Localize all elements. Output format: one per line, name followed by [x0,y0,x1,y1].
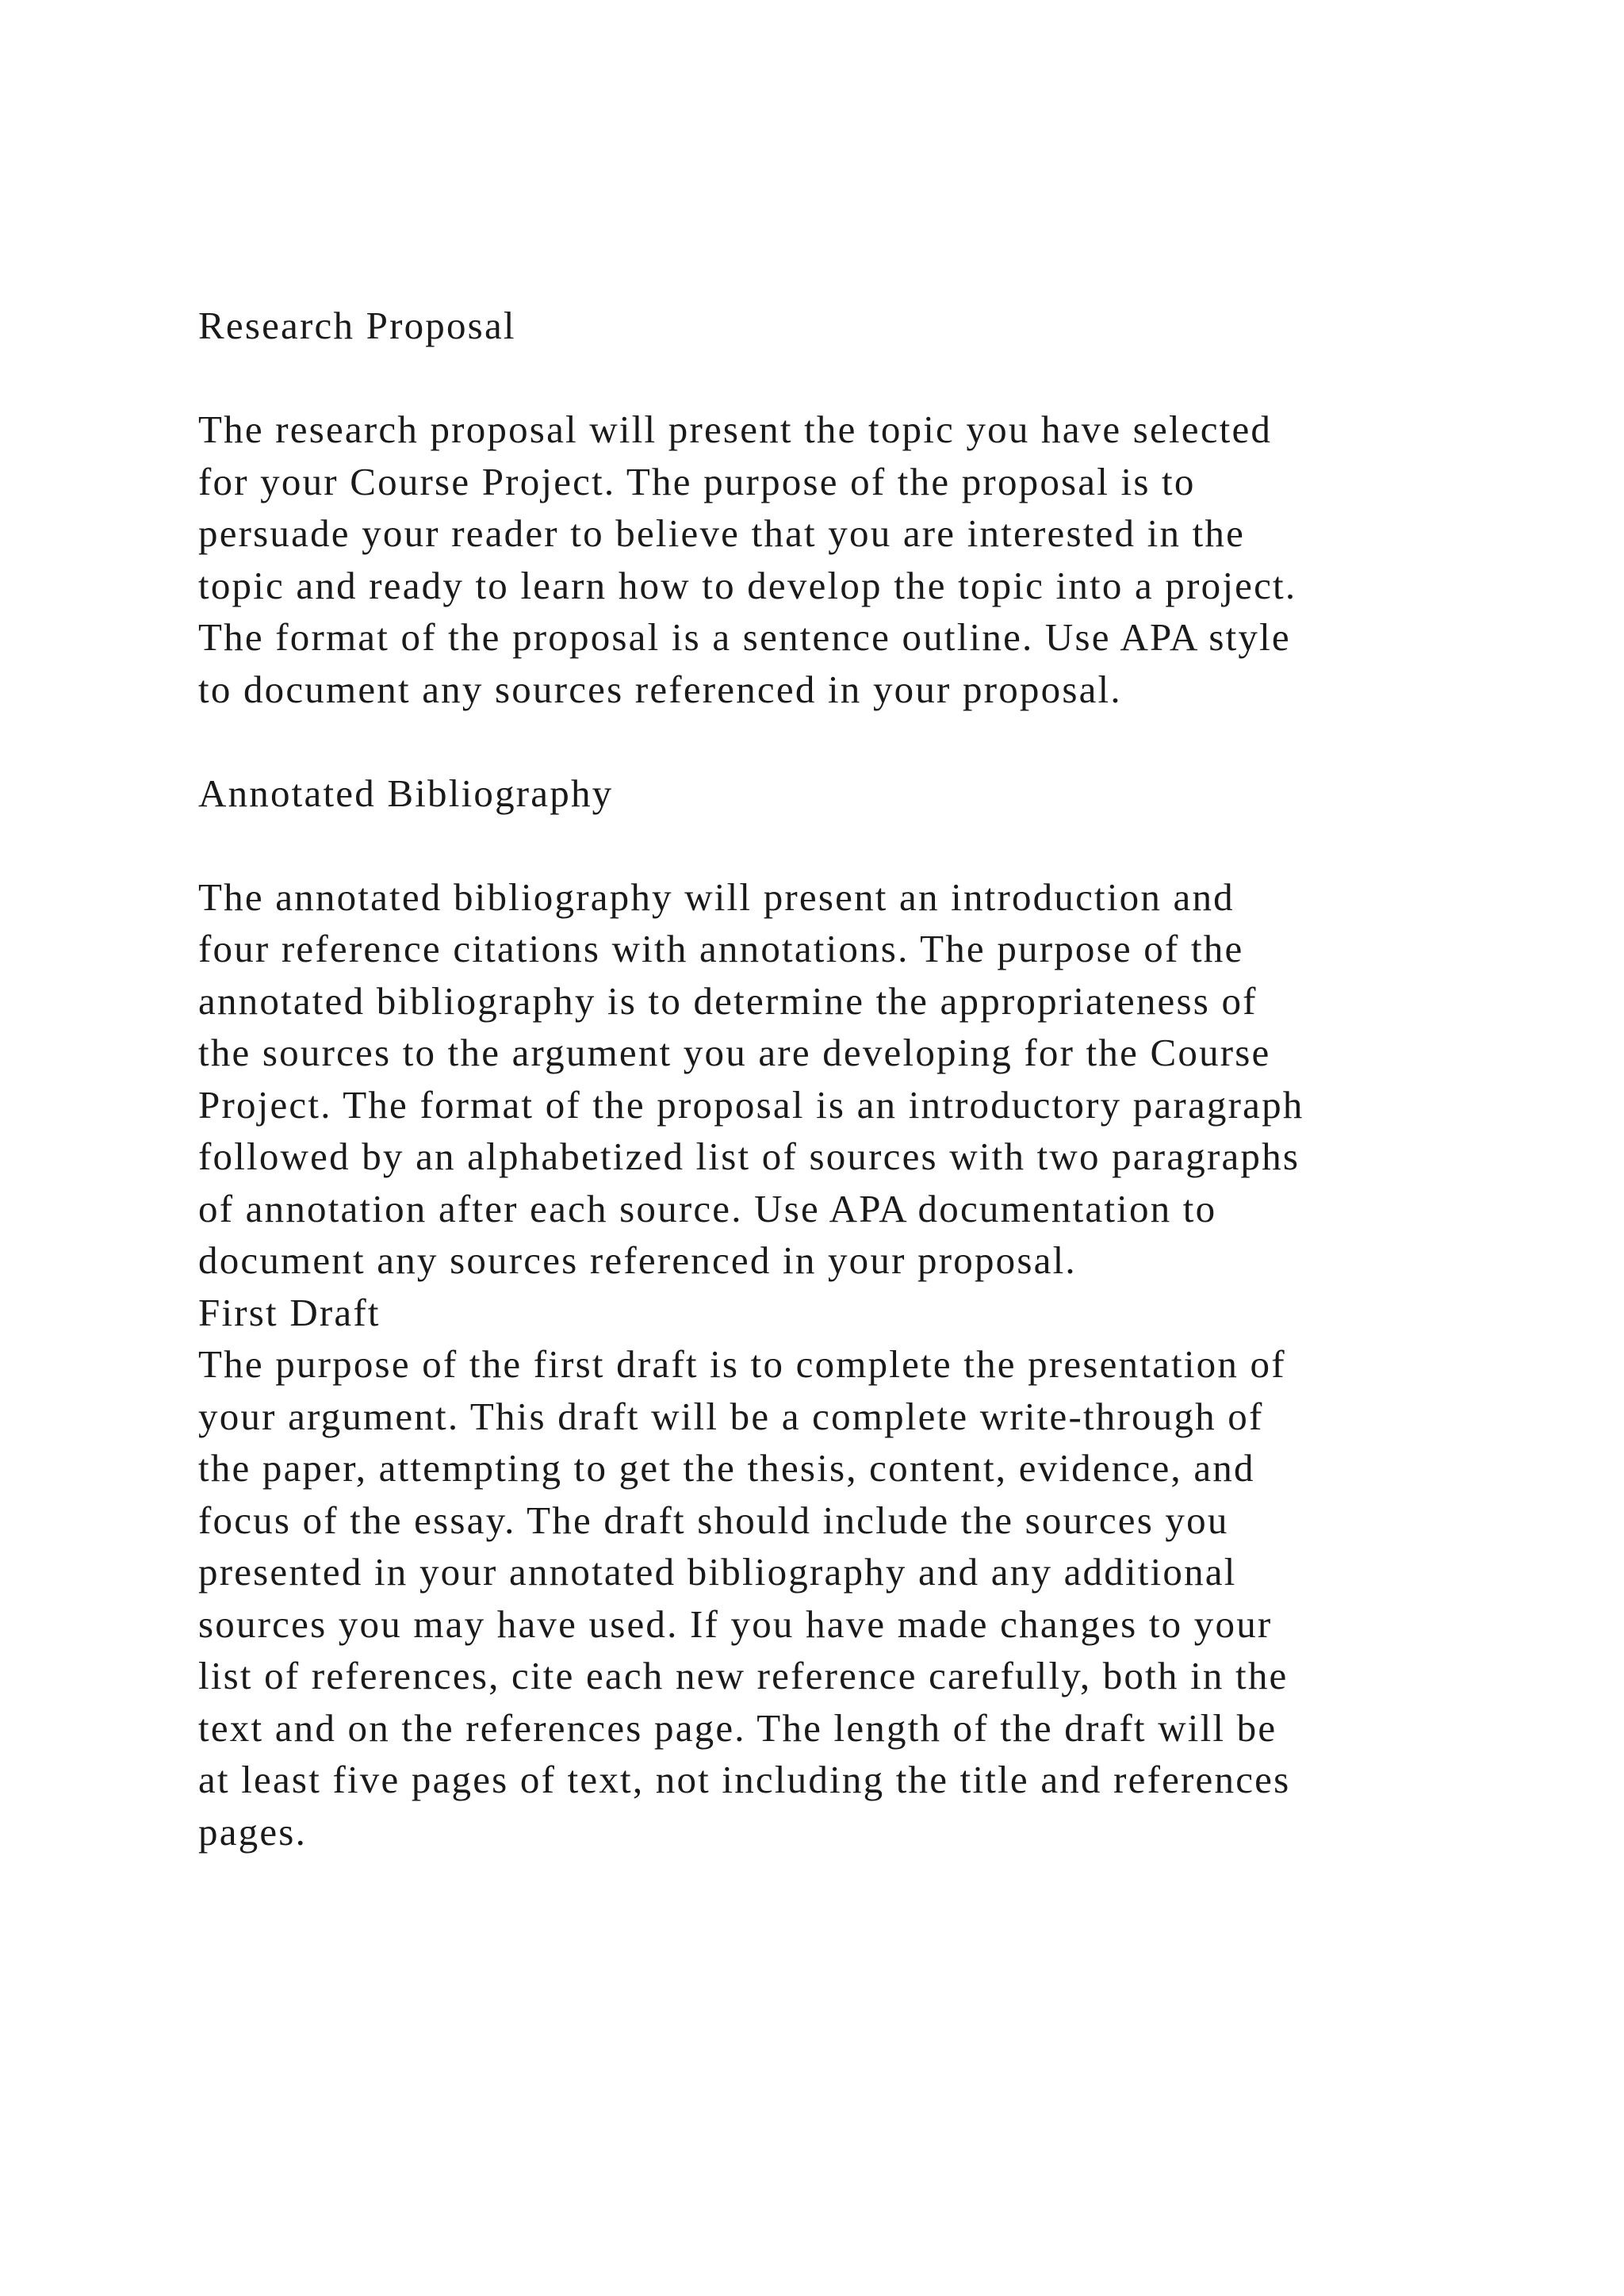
blank-line [198,819,1499,871]
text-line: at least five pages of text, not including the title and references [198,1758,1291,1801]
text-line: four reference citations with annotations. The purpose of the [198,927,1244,970]
blank-line [198,715,1499,767]
text-line: persuade your reader to believe that you are interested in the [198,511,1246,555]
paragraph-first-draft [198,1338,1499,1858]
paragraph-research-proposal [198,404,1499,715]
text-line: sources you may have used. If you have made changes to your [198,1601,1273,1646]
text-line: to document any sources referenced in your proposal. [198,667,1122,711]
text-line: Project. The format of the proposal is an introductory paragraph [198,1082,1304,1127]
text-line: The purpose of the first draft is to complete the presentation of [198,1342,1286,1386]
text-line: of annotation after each source. Use APA documentation to [198,1186,1217,1230]
blank-line [198,352,1499,404]
paragraph-annotated-bibliography [198,871,1499,1287]
text-line: The annotated bibliography will present an introduction and [198,874,1235,919]
section-heading-first-draft: First Draft [198,1290,381,1334]
text-line: pages. [198,1809,308,1854]
text-line: topic and ready to learn how to develop the topic into a project. [198,563,1297,607]
text-line: your argument. This draft will be a complete write-through of [198,1394,1264,1438]
text-line: text and on the references page. The length of the draft will be [198,1705,1277,1750]
text-line: The research proposal will present the topic you have selected [198,408,1273,451]
section-heading-research-proposal: Research Proposal [198,304,516,347]
text-line: annotated bibliography is to determine the appropriateness of [198,978,1258,1023]
text-line: for your Course Project. The purpose of the proposal is to [198,459,1196,503]
text-line: list of references, cite each new reference carefully, both in the [198,1654,1289,1697]
text-line: presented in your annotated bibliography and any additional [198,1550,1237,1594]
text-line: The format of the proposal is a sentence outline. Use APA style [198,615,1291,659]
text-line: the sources to the argument you are developing for the Course [198,1031,1271,1074]
document-body [198,300,1499,1858]
text-line: followed by an alphabetized list of sources with two paragraphs [198,1135,1300,1178]
text-line: focus of the essay. The draft should include the sources you [198,1498,1229,1542]
text-line: the paper, attempting to get the thesis, content, evidence, and [198,1446,1255,1490]
section-heading-annotated-bibliography: Annotated Bibliography [198,771,614,815]
text-line: document any sources referenced in your proposal. [198,1238,1077,1282]
